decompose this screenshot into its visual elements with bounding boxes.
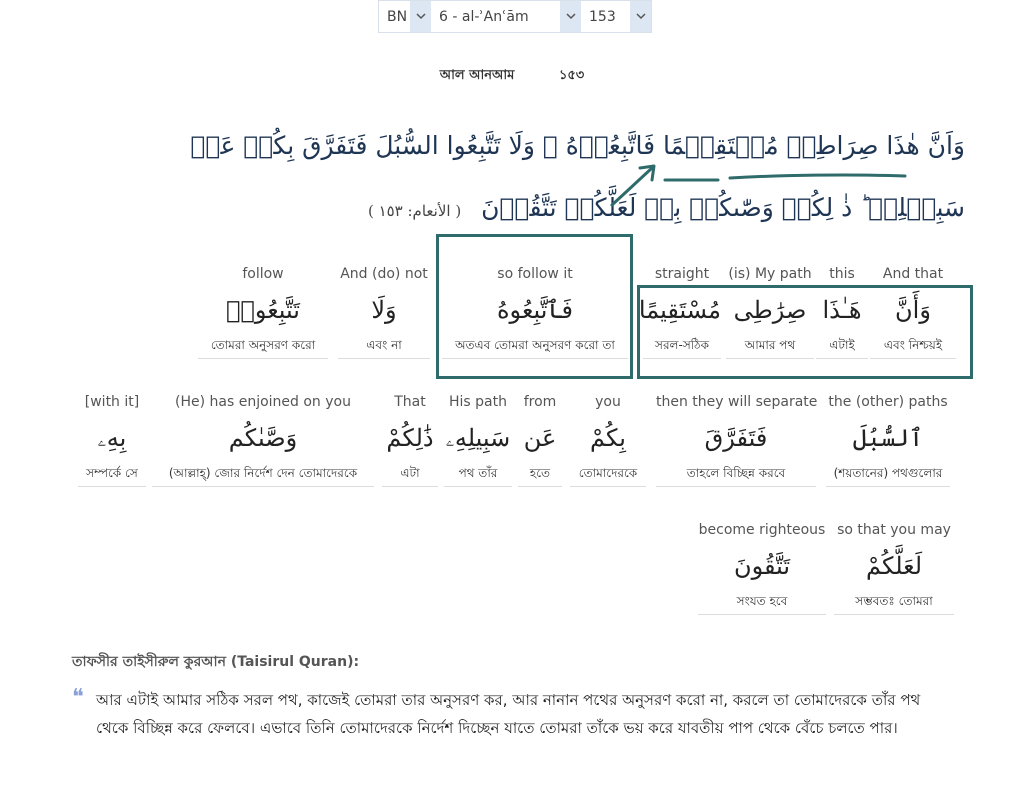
word-bangla: তোমাদেরকে [570, 464, 646, 487]
word-bangla: এটা [382, 464, 438, 487]
word-english: His path [449, 394, 507, 410]
word-english: the (other) paths [828, 394, 948, 410]
word-card[interactable] [338, 264, 430, 359]
word-bangla: সরল-সঠিক [643, 336, 721, 359]
word-bangla: অতএব তোমরা অনুসরণ করো তা [442, 336, 628, 359]
word-bangla: সংযত হবে [698, 592, 826, 615]
word-english: this [829, 266, 855, 282]
word-card[interactable] [638, 264, 721, 359]
word-bangla: সম্পর্কে সে [78, 464, 146, 487]
word-card[interactable] [442, 264, 628, 359]
word-bangla: (শয়তানের) পথগুলোর [826, 464, 950, 487]
word-arabic: بِكُمْ [590, 424, 626, 452]
word-card[interactable] [152, 392, 374, 487]
word-bangla: পথ তাঁর [444, 464, 512, 487]
word-arabic: لَعَلَّكُمْ [865, 552, 923, 580]
surah-select[interactable] [431, 1, 581, 32]
chevron-down-icon[interactable] [630, 1, 651, 32]
selector-bar [378, 0, 652, 33]
surah-name: আল আনআম [439, 68, 515, 83]
verse-header [0, 66, 1024, 87]
word-card[interactable] [198, 264, 328, 359]
word-arabic: عَن [523, 424, 557, 452]
ayah-number: ১৫৩ [558, 68, 585, 83]
word-arabic: بِهِۦ [97, 424, 127, 452]
verse-reference: ( الأنعام: ١٥٣ ) [367, 202, 462, 220]
word-bangla: এবং না [338, 336, 430, 359]
word-english: straight [654, 266, 710, 282]
word-arabic: صِرَٰطِى [733, 296, 807, 324]
word-bangla: আমার পথ [726, 336, 814, 359]
word-bangla: সম্ভবতঃ তোমরা [834, 592, 954, 615]
word-card[interactable] [78, 392, 146, 487]
word-arabic: سَبِيلِهِۦ [445, 424, 511, 452]
word-card[interactable] [834, 520, 954, 615]
ayah-select[interactable] [581, 1, 651, 32]
word-card[interactable] [444, 392, 512, 487]
word-bangla: তাহলে বিচ্ছিন্ন করবে [656, 464, 816, 487]
tafsir-text: আর এটাই আমার সঠিক সরল পথ, কাজেই তোমরা তার অনুসরণ কর, আর নানান পথের অনুসরণ করো না, করলে তা তোমাদেরকে তাঁর পথ থেকে বিচ্ছিন্ন করে ফেলবে। এভাবে তিনি তোমাদেরকে নির্দেশ দিচ্ছেন যাতে তোমরা তাঁকে ভয় করে যাবতীয় পাপ থেকে বেঁচে চলতে পার। [96, 691, 921, 737]
word-bangla: হতে [518, 464, 562, 487]
word-english: you [595, 394, 621, 410]
word-bangla: তোমরা অনুসরণ করো [198, 336, 328, 359]
word-english: That [394, 394, 426, 410]
surah-value: 6 - al-ʾAnʿām [439, 8, 529, 25]
arabic-verse-text: وَاَنَّ هٰذَا صِرَاطِيۡ مُسۡتَقِيۡمًا فَاتَّبِعُوۡهُ‌ ۚ وَلَا تَتَّبِعُوا السُّبُلَ فَتَفَرَّقَ بِكُمۡ عَنۡ سَبِيۡلِهٖ‌ ؕ ذٰ لِكُمۡ وَصّٰٮكُمۡ بِهٖ لَعَلَّكُمۡ تَتَّقُوۡنَ [190, 131, 965, 222]
word-english: so follow it [497, 266, 573, 282]
language-select[interactable] [379, 1, 431, 32]
word-arabic: فَتَفَرَّقَ [704, 424, 768, 452]
word-arabic: وَلَا [371, 296, 397, 324]
word-card[interactable] [698, 520, 826, 615]
word-english: so that you may [837, 522, 951, 538]
word-card[interactable] [870, 264, 956, 359]
word-card[interactable] [518, 392, 562, 487]
word-arabic: مُسْتَقِيمًا [638, 296, 721, 324]
word-arabic: ٱلسُّبُلَ [852, 424, 924, 452]
word-english: (He) has enjoined on you [175, 394, 351, 410]
word-english: And that [882, 266, 944, 282]
word-english: [with it] [84, 394, 140, 410]
ayah-value: 153 [589, 8, 616, 25]
word-card[interactable] [570, 392, 646, 487]
word-english: from [523, 394, 557, 410]
word-english: follow [242, 266, 284, 282]
tafsir-title: তাফসীর তাইসীরুল কুরআন (Taisirul Quran): [72, 654, 360, 670]
word-arabic: وَأَنَّ [895, 296, 931, 324]
arabic-verse [95, 115, 965, 242]
word-english: then they will separate [656, 394, 818, 410]
word-bangla: (আল্লাহ্) জোর নির্দেশ দেন তোমাদেরকে [152, 464, 374, 487]
word-card[interactable] [726, 264, 814, 359]
word-bangla: এবং নিশ্চয়ই [870, 336, 956, 359]
word-english: (is) My path [728, 266, 812, 282]
word-card[interactable] [816, 264, 868, 359]
word-arabic: تَتَّقُونَ [733, 552, 791, 580]
word-arabic: ذَٰلِكُمْ [386, 424, 434, 452]
word-english: And (do) not [340, 266, 428, 282]
word-arabic: تَتَّبِعُوا۟ [226, 296, 300, 324]
chevron-down-icon[interactable] [560, 1, 581, 32]
language-value: BN [387, 8, 408, 25]
word-card[interactable] [656, 392, 816, 487]
word-card[interactable] [382, 392, 438, 487]
word-english: become righteous [698, 522, 826, 538]
quote-icon: ❝ [72, 685, 84, 710]
word-card[interactable] [826, 392, 950, 487]
word-bangla: এটাই [816, 336, 868, 359]
word-arabic: فَٱتَّبِعُوهُ [496, 296, 573, 324]
word-arabic: هَـٰذَا [822, 296, 862, 324]
word-arabic: وَصَّىٰكُم [228, 424, 298, 452]
chevron-down-icon[interactable] [410, 1, 431, 32]
